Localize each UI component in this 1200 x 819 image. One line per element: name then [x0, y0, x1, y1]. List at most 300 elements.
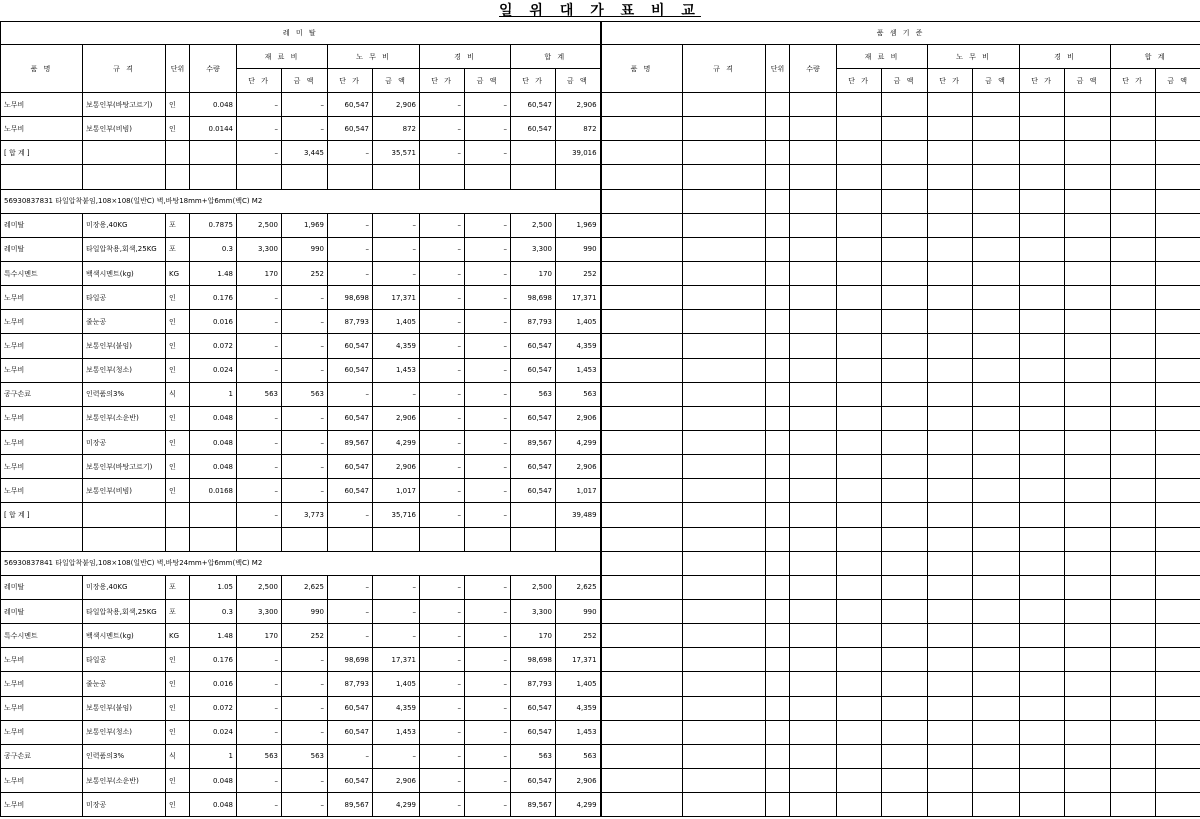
- table-cell: [973, 310, 1020, 334]
- table-cell: [190, 165, 237, 189]
- table-cell: [683, 720, 766, 744]
- table-cell: 2,906: [373, 406, 420, 430]
- table-cell: 인력품의3%: [83, 744, 166, 768]
- table-cell: –: [465, 261, 511, 285]
- table-cell: 2,500: [237, 575, 282, 599]
- table-cell: [837, 237, 882, 261]
- table-cell: [790, 575, 837, 599]
- table-cell: –: [465, 358, 511, 382]
- table-cell: 포: [166, 575, 190, 599]
- table-cell: [790, 430, 837, 454]
- table-cell: 레미탈: [1, 237, 83, 261]
- table-cell: [882, 261, 928, 285]
- table-cell: 2,906: [556, 93, 601, 117]
- table-cell: [766, 768, 790, 792]
- table-cell: 60,547: [328, 334, 373, 358]
- table-cell: –: [465, 744, 511, 768]
- table-cell: 872: [556, 117, 601, 141]
- table-cell: [1020, 551, 1065, 575]
- table-cell: [766, 744, 790, 768]
- table-cell: [928, 599, 973, 623]
- table-cell: [1020, 237, 1065, 261]
- table-cell: [683, 213, 766, 237]
- table-cell: [237, 527, 282, 551]
- table-cell: 미장공: [83, 793, 166, 817]
- table-row: [1, 382, 601, 406]
- table-row: [601, 310, 1200, 334]
- table-row: [601, 768, 1200, 792]
- table-cell: 0.3: [190, 237, 237, 261]
- table-cell: 미장용,40KG: [83, 575, 166, 599]
- table-cell: [190, 141, 237, 165]
- table-cell: [973, 237, 1020, 261]
- table-cell: 17,371: [556, 286, 601, 310]
- table-row: [1, 334, 601, 358]
- table-cell: [1, 165, 83, 189]
- table-cell: [837, 189, 882, 213]
- table-cell: 1: [190, 382, 237, 406]
- table-cell: [190, 503, 237, 527]
- table-cell: –: [420, 213, 465, 237]
- table-cell: [837, 599, 882, 623]
- table-cell: 미장용,40KG: [83, 213, 166, 237]
- table-cell: [465, 527, 511, 551]
- table-cell: [973, 672, 1020, 696]
- table-cell: [928, 455, 973, 479]
- table-cell: [837, 430, 882, 454]
- table-row: [601, 527, 1200, 551]
- table-row: [601, 720, 1200, 744]
- table-cell: [973, 527, 1020, 551]
- table-cell: KG: [166, 261, 190, 285]
- table-cell: 17,371: [373, 648, 420, 672]
- table-cell: –: [282, 768, 328, 792]
- table-cell: 보통인부(비빔): [83, 479, 166, 503]
- table-cell: [1065, 141, 1111, 165]
- table-cell: –: [420, 744, 465, 768]
- table-cell: [882, 624, 928, 648]
- col-amount: 금 액: [973, 69, 1020, 93]
- table-cell: –: [237, 503, 282, 527]
- table-cell: [766, 141, 790, 165]
- table-cell: 4,359: [556, 334, 601, 358]
- table-cell: 1,969: [282, 213, 328, 237]
- table-cell: [790, 406, 837, 430]
- table-cell: [1020, 382, 1065, 406]
- table-cell: 60,547: [511, 406, 556, 430]
- table-cell: [1065, 479, 1111, 503]
- col-total: 합 계: [511, 45, 601, 69]
- table-cell: [1156, 430, 1200, 454]
- table-cell: [790, 189, 837, 213]
- table-cell: [1065, 334, 1111, 358]
- table-cell: [1111, 93, 1156, 117]
- table-cell: 3,300: [237, 237, 282, 261]
- table-cell: [766, 406, 790, 430]
- table-cell: –: [373, 261, 420, 285]
- table-cell: [928, 334, 973, 358]
- table-cell: 1.48: [190, 624, 237, 648]
- table-cell: [973, 503, 1020, 527]
- table-cell: [766, 358, 790, 382]
- table-cell: [790, 696, 837, 720]
- table-cell: 2,500: [511, 213, 556, 237]
- table-cell: 인: [166, 117, 190, 141]
- table-cell: [511, 503, 556, 527]
- table-cell: 60,547: [511, 720, 556, 744]
- table-cell: 노무비: [1, 648, 83, 672]
- table-cell: [928, 720, 973, 744]
- table-cell: 2,906: [373, 768, 420, 792]
- table-cell: 60,547: [328, 479, 373, 503]
- table-cell: [882, 672, 928, 696]
- table-cell: –: [282, 117, 328, 141]
- table-cell: –: [420, 672, 465, 696]
- table-cell: [766, 527, 790, 551]
- table-cell: –: [465, 117, 511, 141]
- table-cell: [882, 334, 928, 358]
- table-cell: [1156, 720, 1200, 744]
- table-row: [601, 261, 1200, 285]
- table-cell: [766, 93, 790, 117]
- table-cell: 보통인부(바탕고르기): [83, 93, 166, 117]
- table-cell: 3,300: [237, 599, 282, 623]
- table-cell: [601, 720, 683, 744]
- table-cell: 990: [282, 237, 328, 261]
- table-cell: 3,300: [511, 599, 556, 623]
- table-cell: [882, 599, 928, 623]
- table-cell: 0.024: [190, 720, 237, 744]
- table-cell: [1065, 648, 1111, 672]
- table-cell: [882, 117, 928, 141]
- table-cell: 1.05: [190, 575, 237, 599]
- table-cell: [1065, 430, 1111, 454]
- table-cell: [1111, 213, 1156, 237]
- table-cell: 0.176: [190, 648, 237, 672]
- table-cell: [882, 793, 928, 817]
- table-cell: 35,571: [373, 141, 420, 165]
- table-cell: 872: [373, 117, 420, 141]
- col-spec: 규 격: [83, 45, 166, 93]
- table-cell: 인: [166, 672, 190, 696]
- table-cell: –: [420, 575, 465, 599]
- table-row: [1, 310, 601, 334]
- table-cell: 2,906: [556, 768, 601, 792]
- table-cell: [973, 455, 1020, 479]
- table-cell: 노무비: [1, 479, 83, 503]
- table-cell: [766, 503, 790, 527]
- table-cell: [1020, 213, 1065, 237]
- table-cell: [1156, 189, 1200, 213]
- table-cell: [790, 455, 837, 479]
- table-cell: [1111, 575, 1156, 599]
- table-cell: [1111, 720, 1156, 744]
- col-labor: 노 무 비: [328, 45, 420, 69]
- table-cell: [1156, 93, 1200, 117]
- table-cell: [766, 793, 790, 817]
- table-cell: –: [465, 599, 511, 623]
- table-cell: [882, 768, 928, 792]
- table-cell: [837, 455, 882, 479]
- table-cell: [683, 406, 766, 430]
- table-cell: –: [465, 237, 511, 261]
- table-cell: [166, 503, 190, 527]
- table-cell: [1111, 793, 1156, 817]
- table-cell: 2,625: [556, 575, 601, 599]
- table-cell: 60,547: [511, 117, 556, 141]
- table-cell: [1065, 599, 1111, 623]
- table-cell: [601, 599, 683, 623]
- table-cell: [601, 165, 683, 189]
- table-cell: [1111, 237, 1156, 261]
- table-row: [601, 672, 1200, 696]
- table-cell: 170: [511, 624, 556, 648]
- col-unit-price: 단 가: [328, 69, 373, 93]
- table-cell: [190, 527, 237, 551]
- table-cell: [1156, 237, 1200, 261]
- table-cell: [973, 430, 1020, 454]
- table-cell: –: [373, 237, 420, 261]
- table-row: [1, 696, 601, 720]
- table-cell: 1,405: [373, 310, 420, 334]
- table-cell: [837, 310, 882, 334]
- table-cell: 1,017: [373, 479, 420, 503]
- table-cell: 60,547: [511, 334, 556, 358]
- table-cell: 0.0144: [190, 117, 237, 141]
- table-cell: 미장공: [83, 430, 166, 454]
- table-cell: [973, 406, 1020, 430]
- table-cell: [837, 141, 882, 165]
- table-cell: 인: [166, 648, 190, 672]
- table-row: [601, 286, 1200, 310]
- table-cell: 87,793: [328, 672, 373, 696]
- table-row: [1, 430, 601, 454]
- table-cell: –: [420, 455, 465, 479]
- table-cell: [166, 141, 190, 165]
- table-cell: [1111, 334, 1156, 358]
- table-cell: [973, 189, 1020, 213]
- table-cell: [328, 165, 373, 189]
- table-cell: [1156, 768, 1200, 792]
- table-cell: [683, 430, 766, 454]
- table-cell: [790, 744, 837, 768]
- table-cell: –: [465, 793, 511, 817]
- table-row: [1, 117, 601, 141]
- left-table: [0, 21, 602, 817]
- table-cell: [766, 310, 790, 334]
- table-cell: 0.048: [190, 93, 237, 117]
- table-cell: 공구손료: [1, 744, 83, 768]
- table-cell: –: [282, 672, 328, 696]
- table-cell: [1065, 213, 1111, 237]
- col-material: 재 료 비: [237, 45, 328, 69]
- table-cell: [1156, 672, 1200, 696]
- table-row: [601, 551, 1200, 575]
- col-amount: 금 액: [556, 69, 601, 93]
- table-cell: [601, 117, 683, 141]
- table-cell: [973, 720, 1020, 744]
- table-cell: [766, 189, 790, 213]
- table-cell: [1065, 455, 1111, 479]
- table-cell: –: [420, 286, 465, 310]
- table-cell: [790, 720, 837, 744]
- table-cell: [882, 696, 928, 720]
- table-cell: [790, 624, 837, 648]
- table-cell: 특수시멘트: [1, 261, 83, 285]
- col-expense: 경 비: [420, 45, 511, 69]
- table-cell: 990: [556, 237, 601, 261]
- table-cell: 17,371: [556, 648, 601, 672]
- table-cell: [1156, 406, 1200, 430]
- table-cell: [1020, 503, 1065, 527]
- table-cell: [1111, 479, 1156, 503]
- table-row: [1, 648, 601, 672]
- table-cell: [766, 624, 790, 648]
- table-row: [1, 479, 601, 503]
- table-cell: [1065, 503, 1111, 527]
- table-cell: [1065, 261, 1111, 285]
- table-cell: –: [282, 406, 328, 430]
- table-cell: [766, 599, 790, 623]
- table-cell: –: [282, 310, 328, 334]
- table-cell: 인: [166, 406, 190, 430]
- table-cell: 252: [556, 261, 601, 285]
- table-cell: [601, 479, 683, 503]
- table-cell: 0.072: [190, 334, 237, 358]
- table-row: [1, 599, 601, 623]
- table-cell: –: [282, 696, 328, 720]
- table-cell: [882, 310, 928, 334]
- table-cell: 60,547: [328, 93, 373, 117]
- table-cell: [973, 744, 1020, 768]
- table-cell: [882, 213, 928, 237]
- table-cell: [601, 551, 683, 575]
- table-cell: [837, 672, 882, 696]
- table-cell: 식: [166, 744, 190, 768]
- table-cell: [1, 527, 83, 551]
- table-cell: –: [237, 358, 282, 382]
- table-row: [1, 213, 601, 237]
- table-cell: [928, 768, 973, 792]
- table-cell: [973, 213, 1020, 237]
- table-cell: –: [420, 768, 465, 792]
- table-cell: [1111, 141, 1156, 165]
- table-cell: [837, 720, 882, 744]
- table-cell: 4,299: [373, 793, 420, 817]
- table-cell: [1020, 93, 1065, 117]
- col-unit-price: 단 가: [420, 69, 465, 93]
- table-cell: [1065, 720, 1111, 744]
- col-total: 합 계: [1111, 45, 1200, 69]
- table-cell: 인: [166, 310, 190, 334]
- table-cell: –: [237, 406, 282, 430]
- table-row: [601, 165, 1200, 189]
- table-cell: [683, 286, 766, 310]
- table-cell: [973, 479, 1020, 503]
- table-cell: [928, 744, 973, 768]
- table-cell: [683, 93, 766, 117]
- subtotal-row: [1, 141, 601, 165]
- table-cell: [465, 165, 511, 189]
- table-cell: [1156, 165, 1200, 189]
- table-cell: –: [420, 793, 465, 817]
- table-cell: [683, 479, 766, 503]
- table-cell: –: [420, 141, 465, 165]
- table-cell: 인력품의3%: [83, 382, 166, 406]
- table-cell: [683, 455, 766, 479]
- table-cell: 레미탈: [1, 575, 83, 599]
- right-table: [600, 21, 1200, 817]
- table-cell: [1156, 479, 1200, 503]
- table-cell: –: [328, 624, 373, 648]
- table-cell: –: [420, 624, 465, 648]
- table-cell: [837, 334, 882, 358]
- table-cell: –: [465, 479, 511, 503]
- table-cell: 563: [511, 744, 556, 768]
- table-cell: [928, 575, 973, 599]
- table-cell: 포: [166, 213, 190, 237]
- table-cell: [601, 286, 683, 310]
- table-cell: 인: [166, 696, 190, 720]
- table-cell: [1156, 286, 1200, 310]
- table-cell: 0.048: [190, 430, 237, 454]
- table-cell: [790, 165, 837, 189]
- table-cell: [373, 165, 420, 189]
- table-cell: 4,299: [373, 430, 420, 454]
- table-cell: [683, 165, 766, 189]
- table-row: [601, 406, 1200, 430]
- table-cell: [766, 430, 790, 454]
- table-cell: [973, 696, 1020, 720]
- col-unit-price: 단 가: [837, 69, 882, 93]
- table-cell: 89,567: [328, 430, 373, 454]
- table-cell: [766, 165, 790, 189]
- table-cell: –: [420, 93, 465, 117]
- table-cell: [601, 310, 683, 334]
- table-cell: 4,359: [373, 334, 420, 358]
- table-cell: [928, 117, 973, 141]
- table-cell: –: [420, 117, 465, 141]
- table-cell: 노무비: [1, 768, 83, 792]
- table-cell: 0.3: [190, 599, 237, 623]
- table-cell: [601, 455, 683, 479]
- table-cell: [683, 527, 766, 551]
- table-cell: 4,299: [556, 793, 601, 817]
- table-cell: [601, 793, 683, 817]
- table-cell: [837, 648, 882, 672]
- table-cell: 보통인부(청소): [83, 720, 166, 744]
- table-cell: –: [465, 93, 511, 117]
- table-cell: [420, 165, 465, 189]
- table-row: [1, 624, 601, 648]
- table-cell: [837, 551, 882, 575]
- table-cell: [790, 793, 837, 817]
- table-cell: –: [237, 696, 282, 720]
- table-cell: 인: [166, 768, 190, 792]
- table-cell: [928, 213, 973, 237]
- table-cell: [1111, 406, 1156, 430]
- col-amount: 금 액: [1065, 69, 1111, 93]
- table-cell: [790, 286, 837, 310]
- table-cell: 0.0168: [190, 479, 237, 503]
- table-cell: [1020, 455, 1065, 479]
- section-header-row: [1, 189, 601, 213]
- table-cell: [1020, 261, 1065, 285]
- table-cell: 39,016: [556, 141, 601, 165]
- table-cell: [790, 479, 837, 503]
- table-cell: [1111, 503, 1156, 527]
- table-cell: –: [237, 141, 282, 165]
